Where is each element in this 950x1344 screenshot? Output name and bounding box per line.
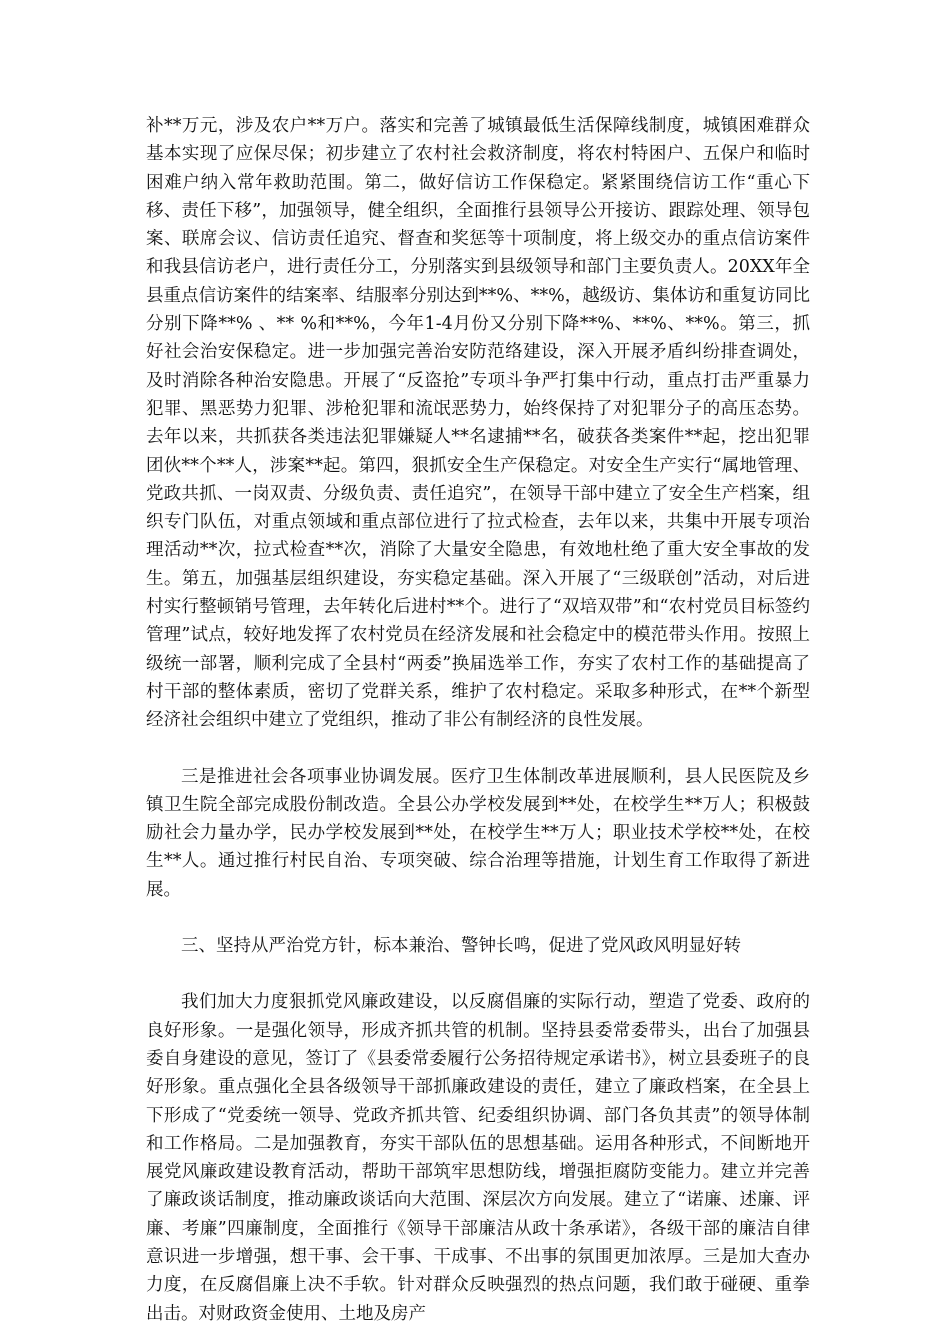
paragraph-anti-corruption: 我们加大力度狠抓党风廉政建设，以反腐倡廉的实际行动，塑造了党委、政府的良好形象。一是强化领导，形成齐抓共管的机制。坚持县委常委带头，出台了加强县委自身建设的意见，签订了《县委常委履行公务招待规定承诺书》，树立县委班子的良好形象。重点强化全县各级领导干部抓廉政建设的责任，建立了廉政档案，在全县上下形成了“党委统一领导、党政齐抓共管、纪委组织协调、部门各负其责”的领导体制和工作格局。二是加强教育，夯实干部队伍的思想基础。运用各种形式，不间断地开展党风廉政建设教育活动，帮助干部筑牢思想防线，增强拒腐防变能力。建立并完善了廉政谈话制度，推动廉政谈话向大范围、深层次方向发展。建立了“诺廉、述廉、评廉、考廉”四廉制度，全面推行《领导干部廉洁从政十条承诺》，各级干部的廉洁自律意识进一步增强，想干事、会干事、干成事、不出事的氛围更加浓厚。三是加大查办力度，在反腐倡廉上决不手软。针对群众反映强烈的热点问题，我们敢于碰硬、重拳出击。对财政资金使用、土地及房产 [146, 992, 810, 1324]
paragraph-social-undertakings: 三是推进社会各项事业协调发展。医疗卫生体制改革进展顺利，县人民医院及乡镇卫生院全部完成股份制改造。全县公办学校发展到**处，在校学生**万人；积极鼓励社会力量办学，民办学校发展到**处，在校学生**万人；职业技术学校**处，在校生**人。通过推行村民自治、专项突破、综合治理等措施，计划生育工作取得了新进展。 [146, 766, 810, 900]
document-page [146, 112, 810, 1328]
paragraph-stability-work: 补**万元，涉及农户**万户。落实和完善了城镇最低生活保障线制度，城镇困难群众基本实现了应保尽保；初步建立了农村社会救济制度，将农村特困户、五保户和临时困难户纳入常年救助范围。第二，做好信访工作保稳定。紧紧围绕信访工作“重心下移、责任下移”，加强领导，健全组织，全面推行县领导公开接访、跟踪处理、领导包案、联席会议、信访责任追究、督查和奖惩等十项制度，将上级交办的重点信访案件和我县信访老户，进行责任分工，分别落实到县级领导和部门主要负责人。20XX年全县重点信访案件的结案率、结服率分别达到**%、**%，越级访、集体访和重复访同比分别下降**% 、** %和**%，今年1-4月份又分别下降**%、**%、**%。第三，抓好社会治安保稳定。进一步加强完善治安防范络建设，深入开展矛盾纠纷排查调处，及时消除各种治安隐患。开展了“反盗抢”专项斗争严打集中行动，重点打击严重暴力犯罪、黑恶势力犯罪、涉枪犯罪和流氓恶势力，始终保持了对犯罪分子的高压态势。去年以来，共抓获各类违法犯罪嫌疑人**名逮捕**名，破获各类案件**起，挖出犯罪团伙**个**人，涉案**起。第四，狠抓安全生产保稳定。对安全生产实行“属地管理、党政共抓、一岗双责、分级负责、责任追究”，在领导干部中建立了安全生产档案，组织专门队伍，对重点领域和重点部位进行了拉式检查，去年以来，共集中开展专项治理活动**次，拉式检查**次，消除了大量安全隐患，有效地杜绝了重大安全事故的发生。第五，加强基层组织建设，夯实稳定基础。深入开展了“三级联创”活动，对后进村实行整顿销号管理，去年转化后进村**个。进行了“双培双带”和“农村党员目标签约管理”试点，较好地发挥了农村党员在经济发展和社会稳定中的模范带头作用。按照上级统一部署，顺利完成了全县村“两委”换届选举工作，夯实了农村工作的基础提高了村干部的整体素质，密切了党群关系，维护了农村稳定。采取多种形式，在**个新型经济社会组织中建立了党组织，推动了非公有制经济的良性发展。 [146, 116, 810, 731]
section-heading-party-discipline: 三、坚持从严治党方针，标本兼治、警钟长鸣，促进了党风政风明显好转 [181, 936, 741, 957]
